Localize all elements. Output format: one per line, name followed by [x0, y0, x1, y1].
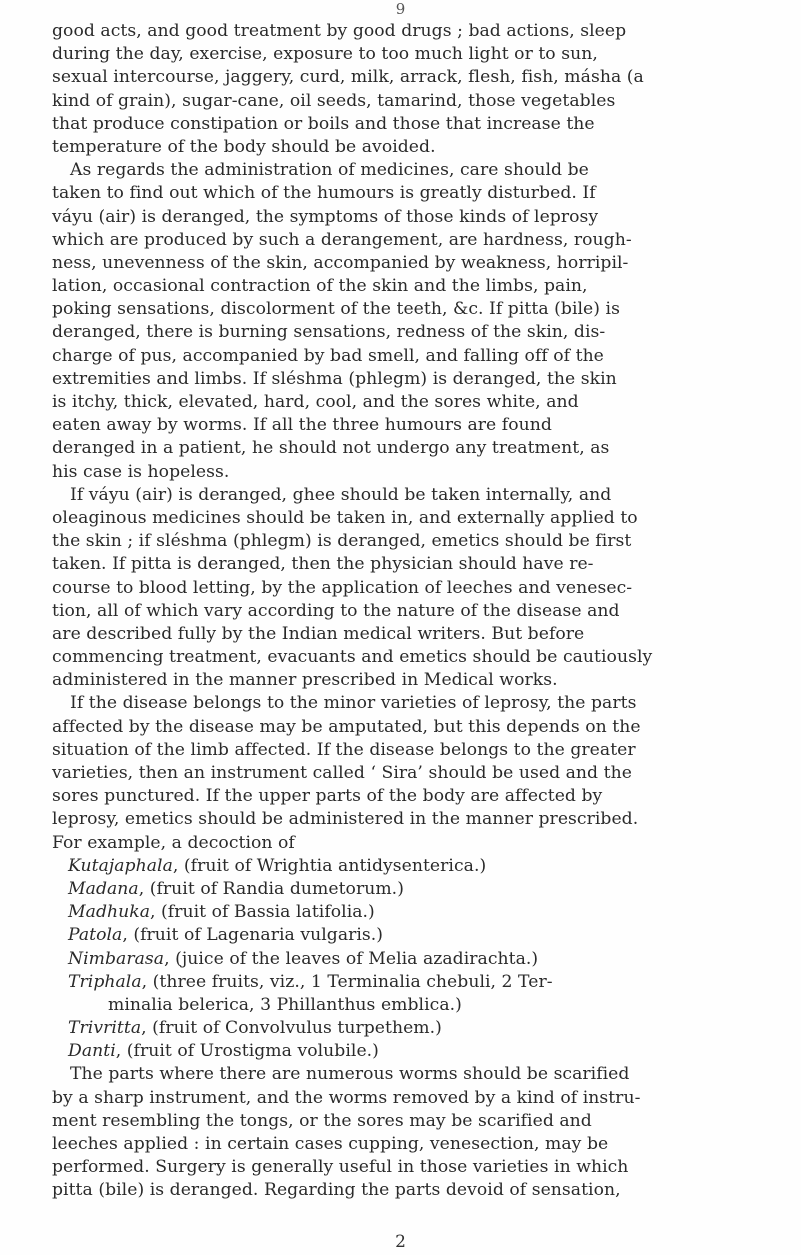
drug-name: Madhuka [68, 902, 150, 923]
drug-list-line: Danti, (fruit of Urostigma volubile.) [68, 1041, 379, 1062]
text-line: performed. Surgery is generally useful in those varieties in which [52, 1157, 629, 1178]
text-line: lation, occasional contraction of the skin and the limbs, pain, [52, 276, 588, 297]
text-line: by a sharp instrument, and the worms removed by a kind of instru- [52, 1087, 641, 1108]
text-line: tion, all of which vary according to the nature of the disease and [52, 600, 620, 621]
drug-name: Nimbarasa [68, 948, 165, 969]
body-text [52, 20, 782, 1203]
page-number: 9 [395, 0, 406, 18]
text-line: sores punctured. If the upper parts of the body are affected by [52, 786, 603, 807]
text-line: taken to find out which of the humours is greatly disturbed. If [52, 183, 596, 204]
text-line: administered in the manner prescribed in Medical works. [52, 670, 558, 691]
text-line: leeches applied : in certain cases cupping, venesection, may be [52, 1134, 609, 1154]
text-line: temperature of the body should be avoided. [52, 136, 436, 157]
text-line: that produce constipation or boils and those that increase the [52, 113, 595, 134]
text-line: varieties, then an instrument called ‘ Sira’ should be used and the [52, 763, 632, 783]
text-line: ment resembling the tongs, or the sores may be scarified and [52, 1110, 592, 1131]
text-line: is itchy, thick, elevated, hard, cool, and the sores white, and [52, 392, 579, 412]
text-line: which are produced by such a derangement, are hardness, rough- [52, 229, 632, 250]
text-line: If the disease belongs to the minor varieties of leprosy, the parts [70, 693, 637, 714]
text-line: eaten away by worms. If all the three humours are found [52, 415, 552, 436]
text-line: kind of grain), sugar-cane, oil seeds, tamarind, those vegetables [52, 90, 616, 111]
signature-mark: 2 [395, 1232, 406, 1252]
text-line: course to blood letting, by the application of leeches and venesec- [52, 577, 633, 598]
text-line: As regards the administration of medicines, care should be [70, 160, 589, 181]
text-line: sexual intercourse, jaggery, curd, milk, arrack, flesh, fish, másha (a [52, 67, 644, 88]
text-line: are described fully by the Indian medical writers. But before [52, 623, 585, 644]
text-line: oleaginous medicines should be taken in, and externally applied to [52, 507, 638, 528]
drug-list-line: Madana, (fruit of Randia dumetorum.) [68, 878, 404, 899]
text-line: his case is hopeless. [52, 461, 230, 482]
drug-list-line: Madhuka, (fruit of Bassia latifolia.) [68, 902, 375, 923]
text-line: ness, unevenness of the skin, accompanied by weakness, horripil- [52, 252, 629, 273]
text-line: taken. If pitta is deranged, then the physician should have re- [52, 554, 594, 575]
text-line: during the day, exercise, exposure to too much light or to sun, [52, 44, 598, 65]
drug-list-line: Patola, (fruit of Lagenaria vulgaris.) [68, 925, 384, 946]
text-line: the skin ; if sléshma (phlegm) is deranged, emetics should be first [52, 531, 632, 552]
text-line: affected by the disease may be amputated, but this depends on the [52, 716, 641, 737]
text-line: For example, a decoction of [52, 832, 295, 853]
text-line: leprosy, emetics should be administered in the manner prescribed. [52, 809, 639, 830]
drug-list-line: minalia belerica, 3 Phillanthus emblica.) [108, 994, 462, 1015]
drug-list-line: Trivritta, (fruit of Convolvulus turpethem.) [68, 1018, 442, 1039]
drug-name: Triphala [68, 971, 142, 992]
drug-list-line: Triphala, (three fruits, viz., 1 Terminalia chebuli, 2 Ter- [68, 971, 553, 992]
drug-name: Patola [68, 925, 123, 946]
text-line: deranged, there is burning sensations, redness of the skin, dis- [52, 322, 606, 343]
text-line: commencing treatment, evacuants and emetics should be cautiously [52, 647, 653, 668]
drug-name: Madana [68, 878, 139, 899]
text-line: good acts, and good treatment by good drugs ; bad actions, sleep [52, 21, 627, 41]
drug-name: Trivritta [68, 1018, 142, 1039]
drug-list-line: Kutajaphala, (fruit of Wrightia antidysenterica.) [68, 855, 487, 876]
text-line: poking sensations, discolorment of the teeth, &c. If pitta (bile) is [52, 299, 620, 320]
text-line: váyu (air) is deranged, the symptoms of those kinds of leprosy [52, 206, 599, 227]
drug-list-line: Nimbarasa, (juice of the leaves of Melia azadirachta.) [68, 948, 539, 969]
text-line: The parts where there are numerous worms should be scarified [70, 1064, 630, 1085]
text-line: pitta (bile) is deranged. Regarding the parts devoid of sensation, [52, 1180, 621, 1201]
drug-name: Danti [68, 1041, 116, 1062]
text-line: extremities and limbs. If sléshma (phlegm) is deranged, the skin [52, 368, 617, 389]
text-line: deranged in a patient, he should not undergo any treatment, as [52, 438, 610, 459]
drug-name: Kutajaphala [68, 855, 173, 876]
text-line: charge of pus, accompanied by bad smell, and falling off of the [52, 345, 604, 366]
text-line: If váyu (air) is deranged, ghee should be taken internally, and [70, 484, 612, 505]
text-line: situation of the limb affected. If the disease belongs to the greater [52, 739, 636, 760]
